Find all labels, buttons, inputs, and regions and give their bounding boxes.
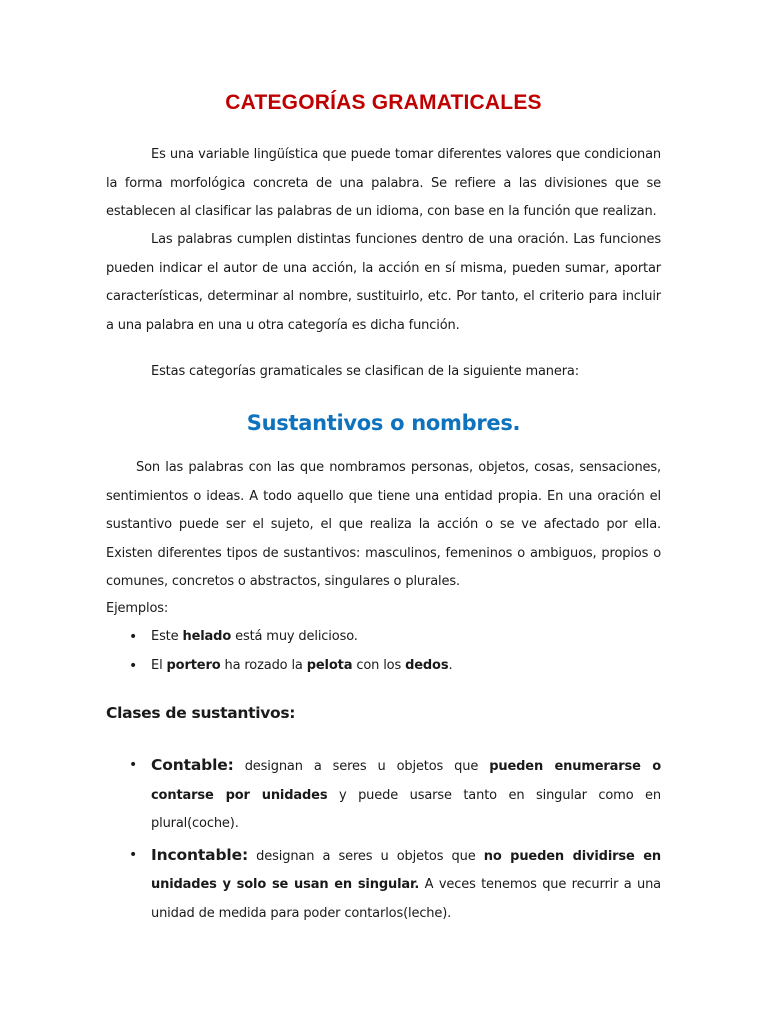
bullet-icon: • [129, 846, 138, 863]
bullet-icon: • [129, 757, 138, 773]
examples-list [106, 623, 661, 680]
classes-heading: Clases de sustantivos: [106, 704, 296, 722]
list-item: • Contable: designan a seres u objetos que pueden enumerarse o contarse por unidades y puede usarse tanto en singular como en plural(coche). [106, 751, 661, 839]
class-emphasis: pueden enumerarse o contarse por unidades [151, 759, 661, 803]
example-noun: portero [166, 657, 221, 673]
section-heading: Sustantivos o nombres. [246, 411, 521, 435]
list-item: • Incontable: designan a seres u objetos que no pueden dividirse en unidades y solo se usan en singular. A veces tenemos que recurrir a una unidad de medida para poder contarlos(leche). [106, 841, 661, 929]
bullet-icon: • [129, 629, 138, 645]
document-title: CATEGORÍAS GRAMATICALES [225, 91, 542, 114]
intro-paragraph-2: Las palabras cumplen distintas funciones dentro de una oración. Las funciones pueden indicar el autor de una acción, la acción en sí misma, pueden sumar, aportar características, determinar al nombre, sustituirlo, etc. Por tanto, el criterio para incluir a una palabra en una u otra categoría es dicha función. [106, 232, 661, 333]
example-noun: pelota [306, 657, 353, 673]
class-term: Incontable: [151, 845, 249, 864]
class-term: Contable: [151, 756, 234, 774]
example-noun: dedos [405, 657, 449, 673]
intro-paragraph-3: Estas categorías gramaticales se clasifican de la siguiente manera: [151, 364, 579, 379]
example-noun: helado [182, 629, 232, 644]
classes-list [106, 751, 661, 928]
bullet-icon: • [129, 657, 138, 674]
list-item: • El portero ha rozado la pelota con los dedos. [106, 652, 661, 681]
section-paragraph: Son las palabras con las que nombramos personas, objetos, cosas, sensaciones, sentimientos o ideas. A todo aquello que tiene una entidad propia. En una oración el sustantivo puede ser el sujeto, el que realiza la acción o se ve afectado por ella. Existen diferentes tipos de sustantivos: masculinos, femeninos o ambiguos, propios o comunes, concretos o abstractos, singulares o plurales. [106, 460, 661, 589]
class-emphasis: no pueden dividirse en unidades y solo se usan en singular. [151, 848, 661, 892]
list-item: • Este helado está muy delicioso. [106, 623, 661, 652]
intro-paragraph-1: Es una variable lingüística que puede tomar diferentes valores que condicionan la forma morfológica concreta de una palabra. Se refiere a las divisiones que se establecen al clasificar las palabras de un idioma, con base en la función que realizan. [106, 147, 661, 219]
examples-label: Ejemplos: [106, 601, 169, 616]
